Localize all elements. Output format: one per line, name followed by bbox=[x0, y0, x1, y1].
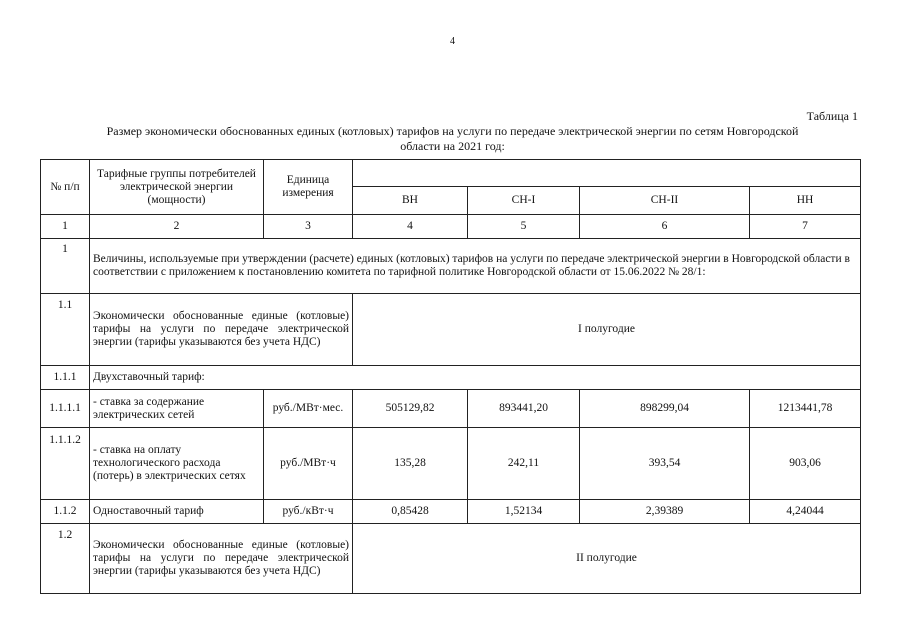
row-1-1-2 bbox=[41, 500, 861, 524]
row-num: 1.1.1 bbox=[41, 366, 90, 390]
row-unit: руб./кВт·ч bbox=[264, 500, 353, 524]
header-sn2: СН-II bbox=[580, 187, 750, 215]
value-nn: 903,06 bbox=[750, 428, 861, 500]
period-label: II полугодие bbox=[353, 524, 861, 594]
header-unit: Единица измерения bbox=[264, 160, 353, 215]
row-1 bbox=[41, 239, 861, 294]
header-vn: ВН bbox=[353, 187, 468, 215]
col-number: 4 bbox=[353, 215, 468, 239]
value-sn1: 242,11 bbox=[468, 428, 580, 500]
col-number: 3 bbox=[264, 215, 353, 239]
header-num: № п/п bbox=[41, 160, 90, 215]
value-sn2: 2,39389 bbox=[580, 500, 750, 524]
row-num: 1.2 bbox=[41, 524, 90, 594]
value-sn1: 1,52134 bbox=[468, 500, 580, 524]
row-num: 1.1.1.2 bbox=[41, 428, 90, 500]
row-num: 1.1.2 bbox=[41, 500, 90, 524]
col-number: 2 bbox=[90, 215, 264, 239]
row-text bbox=[90, 524, 353, 594]
header-voltage-blank bbox=[353, 160, 861, 187]
row-num: 1 bbox=[41, 239, 90, 294]
page-number: 4 bbox=[450, 36, 455, 47]
row-unit: руб./МВт·ч bbox=[264, 428, 353, 500]
value-vn: 505129,82 bbox=[353, 390, 468, 428]
value-nn: 1213441,78 bbox=[750, 390, 861, 428]
header-group: Тарифные группы потребителей электрической энергии (мощности) bbox=[90, 160, 264, 215]
column-number-row bbox=[41, 215, 861, 239]
value-nn: 4,24044 bbox=[750, 500, 861, 524]
row-1-1-1-1 bbox=[41, 390, 861, 428]
value-sn2: 898299,04 bbox=[580, 390, 750, 428]
row-text: - ставка на оплату технологического расхода (потерь) в электрических сетях bbox=[90, 428, 264, 500]
col-number: 1 bbox=[41, 215, 90, 239]
col-number: 7 bbox=[750, 215, 861, 239]
caption-line-2: области на 2021 год: bbox=[400, 139, 505, 153]
row-text: - ставка за содержание электрических сетей bbox=[90, 390, 264, 428]
row-1-1 bbox=[41, 294, 861, 366]
value-vn: 0,85428 bbox=[353, 500, 468, 524]
row-text: Двухставочный тариф: bbox=[90, 366, 861, 390]
header-row-top bbox=[41, 160, 861, 187]
caption-line-1: Размер экономически обоснованных единых (котловых) тарифов на услуги по передаче электрической энергии по сетям Новгородской bbox=[106, 124, 799, 138]
value-sn1: 893441,20 bbox=[468, 390, 580, 428]
row-num: 1.1.1.1 bbox=[41, 390, 90, 428]
table-caption bbox=[60, 124, 845, 154]
value-sn2: 393,54 bbox=[580, 428, 750, 500]
row-text: Величины, используемые при утверждении (расчете) единых (котловых) тарифов на услуги по передаче электрической энергии в Новгородской области в соответствии с приложением к постановлению комитета по тарифной политике Новгородской области от 15.06.2022 № 28/1: bbox=[90, 239, 861, 294]
tariff-table bbox=[40, 159, 861, 594]
col-number: 5 bbox=[468, 215, 580, 239]
row-unit: руб./МВт·мес. bbox=[264, 390, 353, 428]
row-1-2 bbox=[41, 524, 861, 594]
row-text: Одноставочный тариф bbox=[90, 500, 264, 524]
table-label: Таблица 1 bbox=[806, 109, 858, 123]
col-number: 6 bbox=[580, 215, 750, 239]
period-label: I полугодие bbox=[353, 294, 861, 366]
header-sn1: СН-I bbox=[468, 187, 580, 215]
row-text-block: Экономически обоснованные единые (котловые) тарифы на услуги по передаче электрической энергии (тарифы указываются без учета НДС) bbox=[93, 539, 349, 577]
row-text-block: Экономически обоснованные единые (котловые) тарифы на услуги по передаче электрической энергии (тарифы указываются без учета НДС) bbox=[93, 310, 349, 348]
row-1-1-1 bbox=[41, 366, 861, 390]
row-text bbox=[90, 294, 353, 366]
row-1-1-1-2 bbox=[41, 428, 861, 500]
value-vn: 135,28 bbox=[353, 428, 468, 500]
header-nn: НН bbox=[750, 187, 861, 215]
row-num: 1.1 bbox=[41, 294, 90, 366]
